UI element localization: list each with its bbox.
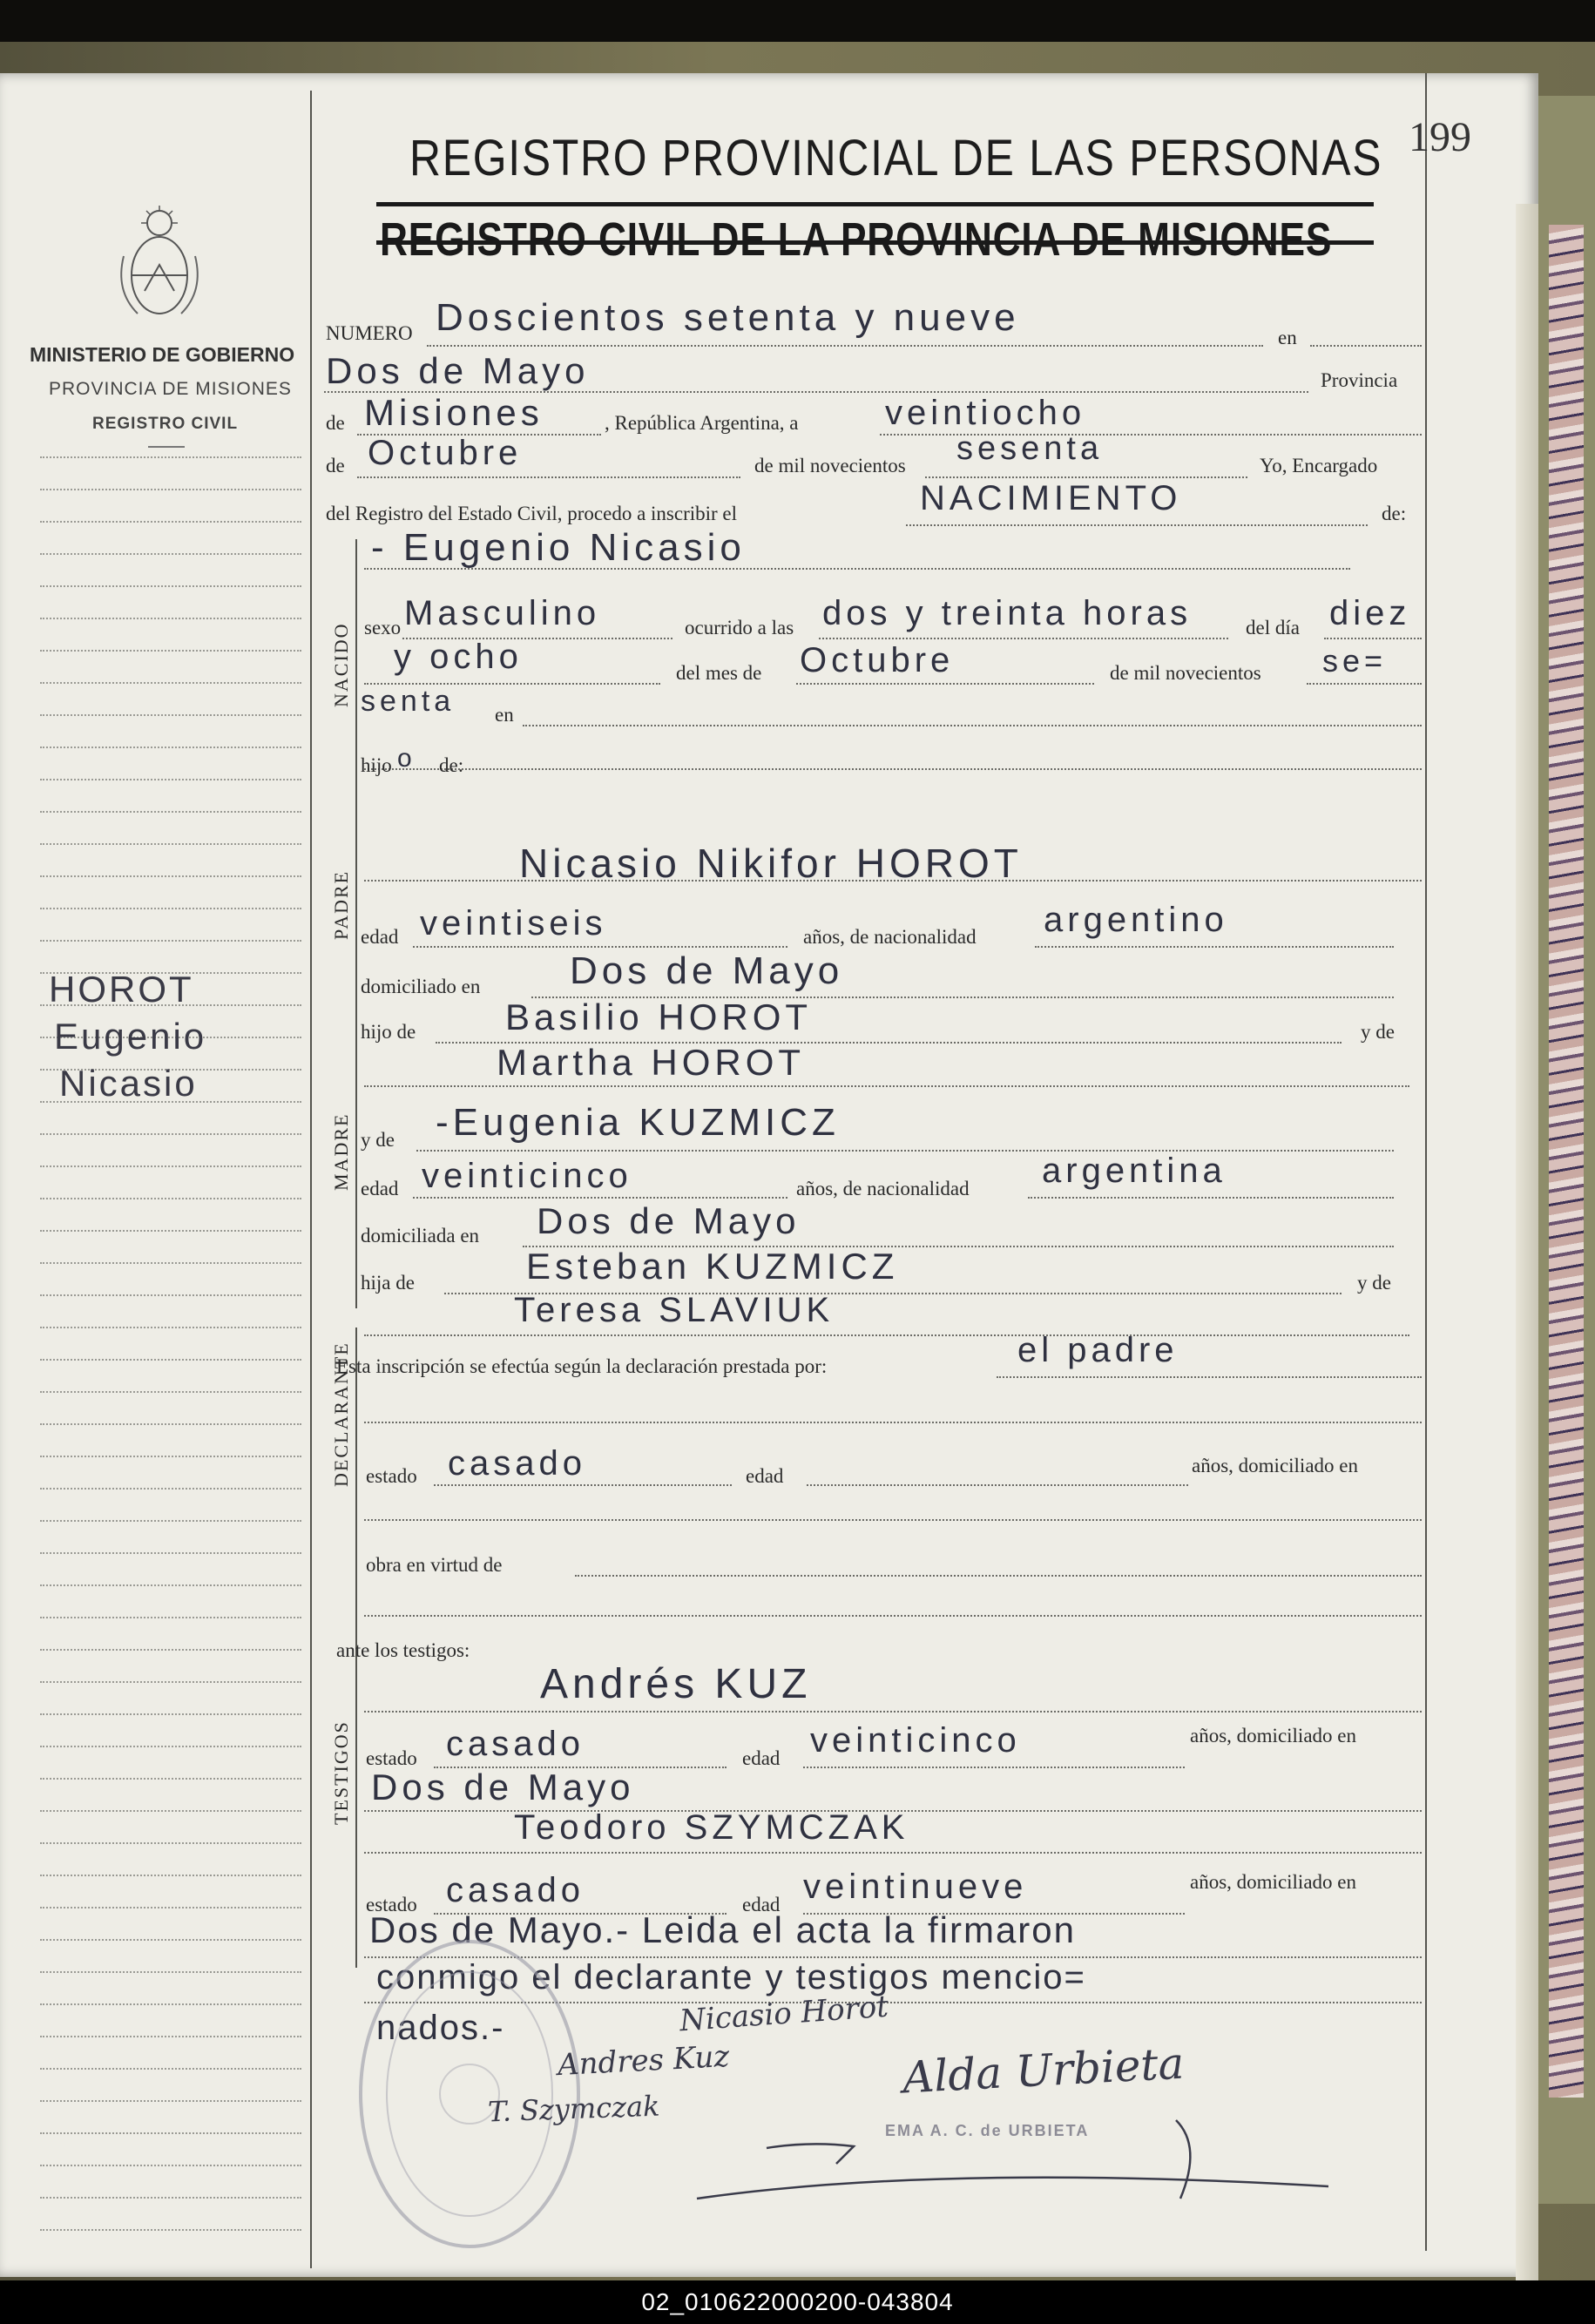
label-hijo-de-padre: hijo de — [361, 1021, 416, 1043]
margin-rule-line — [40, 940, 301, 942]
margin-rule-line — [40, 1778, 301, 1780]
rule — [807, 1484, 1188, 1486]
rule — [1035, 946, 1394, 948]
label-y-de-padre: y de — [1361, 1021, 1395, 1043]
margin-rule-line — [40, 875, 301, 877]
rule — [575, 1575, 1422, 1577]
coat-of-arms-icon — [112, 204, 207, 326]
testigos-rule — [355, 1624, 357, 1968]
label-de-colon: de: — [1382, 503, 1407, 524]
rule — [364, 1711, 1422, 1713]
label-en: en — [1278, 327, 1297, 348]
label-edad-declarante: edad — [746, 1465, 784, 1487]
label-republica: , República Argentina, a — [605, 412, 799, 434]
value-anio-nac-1: se= — [1322, 643, 1388, 679]
signature-testigo2: T. Szymczak — [487, 2089, 661, 2129]
margin-rule-line — [40, 1649, 301, 1651]
page-number: 199 — [1409, 114, 1471, 160]
value-anio-nac-2: senta — [361, 685, 456, 718]
margin-rule-line — [40, 1681, 301, 1683]
rule — [997, 1376, 1422, 1378]
value-padre-madre: Martha HOROT — [497, 1042, 806, 1083]
margin-rule-line — [40, 1262, 301, 1264]
rule — [416, 1150, 1394, 1152]
label-anos-nac-madre: años, de nacionalidad — [796, 1178, 970, 1199]
margin-rule-line — [40, 779, 301, 780]
value-testigo1-edad: veinticinco — [810, 1721, 1021, 1760]
ministry-label: MINISTERIO DE GOBIERNO — [30, 343, 295, 366]
margin-rule-line — [40, 714, 301, 716]
label-estado-declarante: estado — [366, 1465, 417, 1487]
margin-rule-line — [40, 2100, 301, 2102]
section-testigos: TESTIGOS — [330, 1720, 352, 1825]
margin-rule-line — [40, 843, 301, 845]
margin-rule-line — [40, 1617, 301, 1618]
margin-rule-line — [40, 2003, 301, 2005]
margin-rule-line — [40, 618, 301, 619]
label-del-mes-de: del mes de — [676, 662, 762, 684]
label-yo-encargado: Yo, Encargado — [1260, 455, 1378, 476]
margin-rule-line — [40, 1423, 301, 1425]
madre-rule — [355, 1038, 357, 1308]
label-inscripcion: Esta inscripción se efectúa según la declaración prestada por: — [336, 1355, 828, 1377]
value-dia-nac-2: y ocho — [394, 638, 523, 676]
value-madre-nombre: -Eugenia KUZMICZ — [436, 1101, 840, 1144]
value-sexo: Masculino — [404, 594, 601, 632]
value-madre-madre: Teresa SLAVIUK — [514, 1291, 835, 1329]
encargado-stamp: EMA A. C. de URBIETA — [885, 2122, 1090, 2139]
marbled-edge — [1549, 225, 1584, 2098]
margin-rule-line — [40, 1165, 301, 1167]
label-ante-testigos: ante los testigos: — [336, 1639, 470, 1661]
strike-line-mid — [376, 240, 1374, 245]
margin-rule-line — [40, 1198, 301, 1199]
margin-rule-line — [40, 1230, 301, 1232]
value-cierre-1: Dos de Mayo.- Leida el acta la firmaron — [369, 1909, 1077, 1950]
label-de-mil-nov: de mil novecientos — [1110, 662, 1261, 684]
margin-rule-line — [40, 1584, 301, 1586]
rule — [434, 1484, 732, 1486]
margin-rule-line — [40, 1456, 301, 1457]
divider — [148, 446, 185, 448]
section-padre: PADRE — [330, 869, 352, 940]
rule — [364, 1334, 1409, 1336]
margin-rule-line — [40, 1133, 301, 1135]
rule — [819, 638, 1228, 639]
margin-rule-line — [40, 811, 301, 813]
value-madre-nacionalidad: argentina — [1042, 1152, 1227, 1190]
rule — [1307, 683, 1422, 685]
rule — [364, 1519, 1422, 1521]
label-hijo: hijo — [361, 754, 392, 776]
label-de: de — [326, 412, 345, 434]
margin-rule-line — [40, 908, 301, 909]
rule — [364, 1615, 1422, 1617]
label-domiciliada-madre: domiciliada en — [361, 1225, 480, 1246]
margin-rule-line — [40, 1552, 301, 1554]
rule — [413, 946, 787, 948]
margin-rule-line — [40, 2068, 301, 2070]
value-testigo1-estado: casado — [446, 1725, 585, 1763]
label-edad-testigo2: edad — [742, 1894, 781, 1915]
margin-rule-line — [40, 553, 301, 555]
rule — [906, 524, 1368, 526]
margin-rule-line — [40, 1810, 301, 1812]
margin-rule-line — [40, 489, 301, 490]
margin-rule-line — [40, 521, 301, 523]
margin-note-name: Eugenio — [54, 1016, 207, 1057]
margin-rule-line — [40, 585, 301, 587]
value-dia: veintiocho — [885, 394, 1086, 432]
rule — [364, 1085, 1409, 1087]
label-domiciliado-padre: domiciliado en — [361, 976, 481, 997]
signature-testigo1: Andres Kuz — [557, 2038, 731, 2084]
rule — [427, 345, 1263, 347]
margin-rule-line — [40, 1746, 301, 1747]
value-testigo1-domicilio: Dos de Mayo — [371, 1767, 635, 1807]
value-declarante: el padre — [1017, 1331, 1179, 1369]
value-dia-nac-1: diez — [1329, 594, 1411, 632]
nacido-rule — [355, 539, 357, 805]
registry-label: REGISTRO CIVIL — [92, 415, 239, 433]
rule — [357, 476, 740, 478]
label-anos-nac-padre: años, de nacionalidad — [803, 926, 977, 948]
label-y-de-madre: y de — [361, 1129, 395, 1151]
section-nacido: NACIDO — [330, 622, 352, 707]
label-edad-padre: edad — [361, 926, 399, 948]
strike-line-top — [376, 202, 1374, 206]
rule — [413, 1197, 787, 1199]
margin-note-surname: HOROT — [49, 969, 194, 1010]
label-obra: obra en virtud de — [366, 1554, 503, 1576]
label-anos-dom-declarante: años, domiciliado en — [1192, 1455, 1358, 1476]
margin-rule-line — [40, 2132, 301, 2134]
value-declarante-estado: casado — [448, 1444, 586, 1483]
title-primary: REGISTRO PROVINCIAL DE LAS PERSONAS — [409, 130, 1383, 186]
label-del-dia: del día — [1246, 617, 1300, 638]
rule — [523, 725, 1422, 726]
rule — [1310, 345, 1422, 347]
value-numero: Doscientos setenta y nueve — [436, 296, 1020, 339]
value-madre-domicilio: Dos de Mayo — [537, 1200, 801, 1241]
value-cierre-2: conmigo el declarante y testigos mencio= — [376, 1958, 1086, 1996]
margin-rule-line — [40, 1520, 301, 1522]
rule — [796, 683, 1094, 685]
rule — [1028, 1197, 1394, 1199]
margin-note-middle: Nicasio — [59, 1063, 198, 1104]
signature-padre: Nicasio Horot — [678, 1989, 890, 2039]
value-hora: dos y treinta horas — [822, 594, 1193, 632]
value-lugar: Dos de Mayo — [326, 350, 590, 391]
value-padre-padre: Basilio HOROT — [505, 996, 813, 1037]
padre-rule — [355, 792, 357, 1071]
right-rule — [1425, 73, 1427, 2251]
file-caption: 02_010622000200-043804 — [0, 2280, 1595, 2324]
margin-rule-line — [40, 2165, 301, 2166]
value-padre-domicilio: Dos de Mayo — [570, 949, 844, 992]
margin-rule-line — [40, 747, 301, 748]
label-anos-dom-testigo1: años, domiciliado en — [1190, 1725, 1356, 1746]
rule — [364, 768, 1422, 770]
section-madre: MADRE — [330, 1112, 352, 1191]
margin-rule-line — [40, 2229, 301, 2231]
label-numero: NUMERO — [326, 322, 413, 344]
margin-rule-line — [40, 1971, 301, 1973]
rule — [364, 1422, 1422, 1423]
rule — [364, 1852, 1422, 1854]
margin-rule-line — [40, 1875, 301, 1876]
rule — [925, 476, 1247, 478]
label-edad-madre: edad — [361, 1178, 399, 1199]
label-estado-testigo1: estado — [366, 1747, 417, 1769]
margin-rule-line — [40, 1939, 301, 1941]
margin-rule-line — [40, 650, 301, 652]
signature-encargado: Alda Urbieta — [901, 2037, 1186, 2104]
value-padre-edad: veintiseis — [420, 904, 607, 942]
value-cierre-3: nados.- — [376, 2009, 505, 2047]
page-edge — [1516, 204, 1538, 2321]
label-ocurrido: ocurrido a las — [685, 617, 794, 638]
margin-rule-line — [40, 456, 301, 458]
value-testigo2-edad: veintinueve — [803, 1868, 1028, 1906]
section-declarante: DECLARANTE — [330, 1341, 352, 1487]
title-struck: REGISTRO CIVIL DE LA PROVINCIA DE MISIONES — [380, 213, 1333, 266]
label-y-de-madre-2: y de — [1357, 1272, 1391, 1294]
margin-rule-line — [40, 1907, 301, 1909]
margin-rule-line — [40, 2197, 301, 2199]
label-estado-testigo2: estado — [366, 1894, 417, 1915]
value-acta: NACIMIENTO — [920, 479, 1182, 517]
margin-rule — [310, 91, 312, 2268]
margin-rule-line — [40, 1713, 301, 1715]
value-testigo2-nombre: Teodoro SZYMCZAK — [514, 1808, 909, 1847]
margin-rule-line — [40, 1488, 301, 1490]
value-nacido-nombre: - Eugenio Nicasio — [371, 526, 746, 569]
value-hijo-suffix: o — [397, 744, 416, 773]
value-mes: Octubre — [368, 434, 523, 472]
register-page — [0, 73, 1538, 2277]
margin-rule-line — [40, 682, 301, 684]
label-edad-testigo1: edad — [742, 1747, 781, 1769]
rule — [1324, 638, 1422, 639]
label-provincia: Provincia — [1321, 369, 1398, 391]
value-padre-nacionalidad: argentino — [1044, 901, 1228, 939]
value-madre-padre: Esteban KUZMICZ — [526, 1246, 899, 1287]
value-testigo1-nombre: Andrés KUZ — [540, 1661, 812, 1707]
margin-rule-line — [40, 1842, 301, 1844]
value-mes-nac: Octubre — [800, 641, 955, 679]
label-del-registro: del Registro del Estado Civil, procedo a inscribir el — [326, 503, 738, 524]
value-padre-nombre: Nicasio Nikifor HOROT — [519, 841, 1023, 886]
margin-rule-line — [40, 1327, 301, 1328]
value-anio: sesenta — [956, 430, 1104, 467]
label-en-2: en — [495, 704, 514, 726]
label-de-2: de — [326, 455, 345, 476]
margin-rule-line — [40, 2036, 301, 2037]
province-label: PROVINCIA DE MISIONES — [49, 379, 292, 399]
margin-rule-line — [40, 1294, 301, 1296]
margin-rule-line — [40, 1359, 301, 1361]
label-anos-dom-testigo2: años, domiciliado en — [1190, 1871, 1356, 1893]
value-provincia: Misiones — [364, 392, 544, 433]
margin-rule-line — [40, 1391, 301, 1393]
value-madre-edad: veinticinco — [422, 1157, 632, 1195]
label-hijo-de: de: — [439, 754, 464, 776]
label-hija-de: hija de — [361, 1272, 415, 1294]
value-testigo2-estado: casado — [446, 1871, 585, 1909]
label-de-mil: de mil novecientos — [754, 455, 906, 476]
rule — [803, 1767, 1185, 1768]
label-sexo: sexo — [364, 617, 402, 638]
